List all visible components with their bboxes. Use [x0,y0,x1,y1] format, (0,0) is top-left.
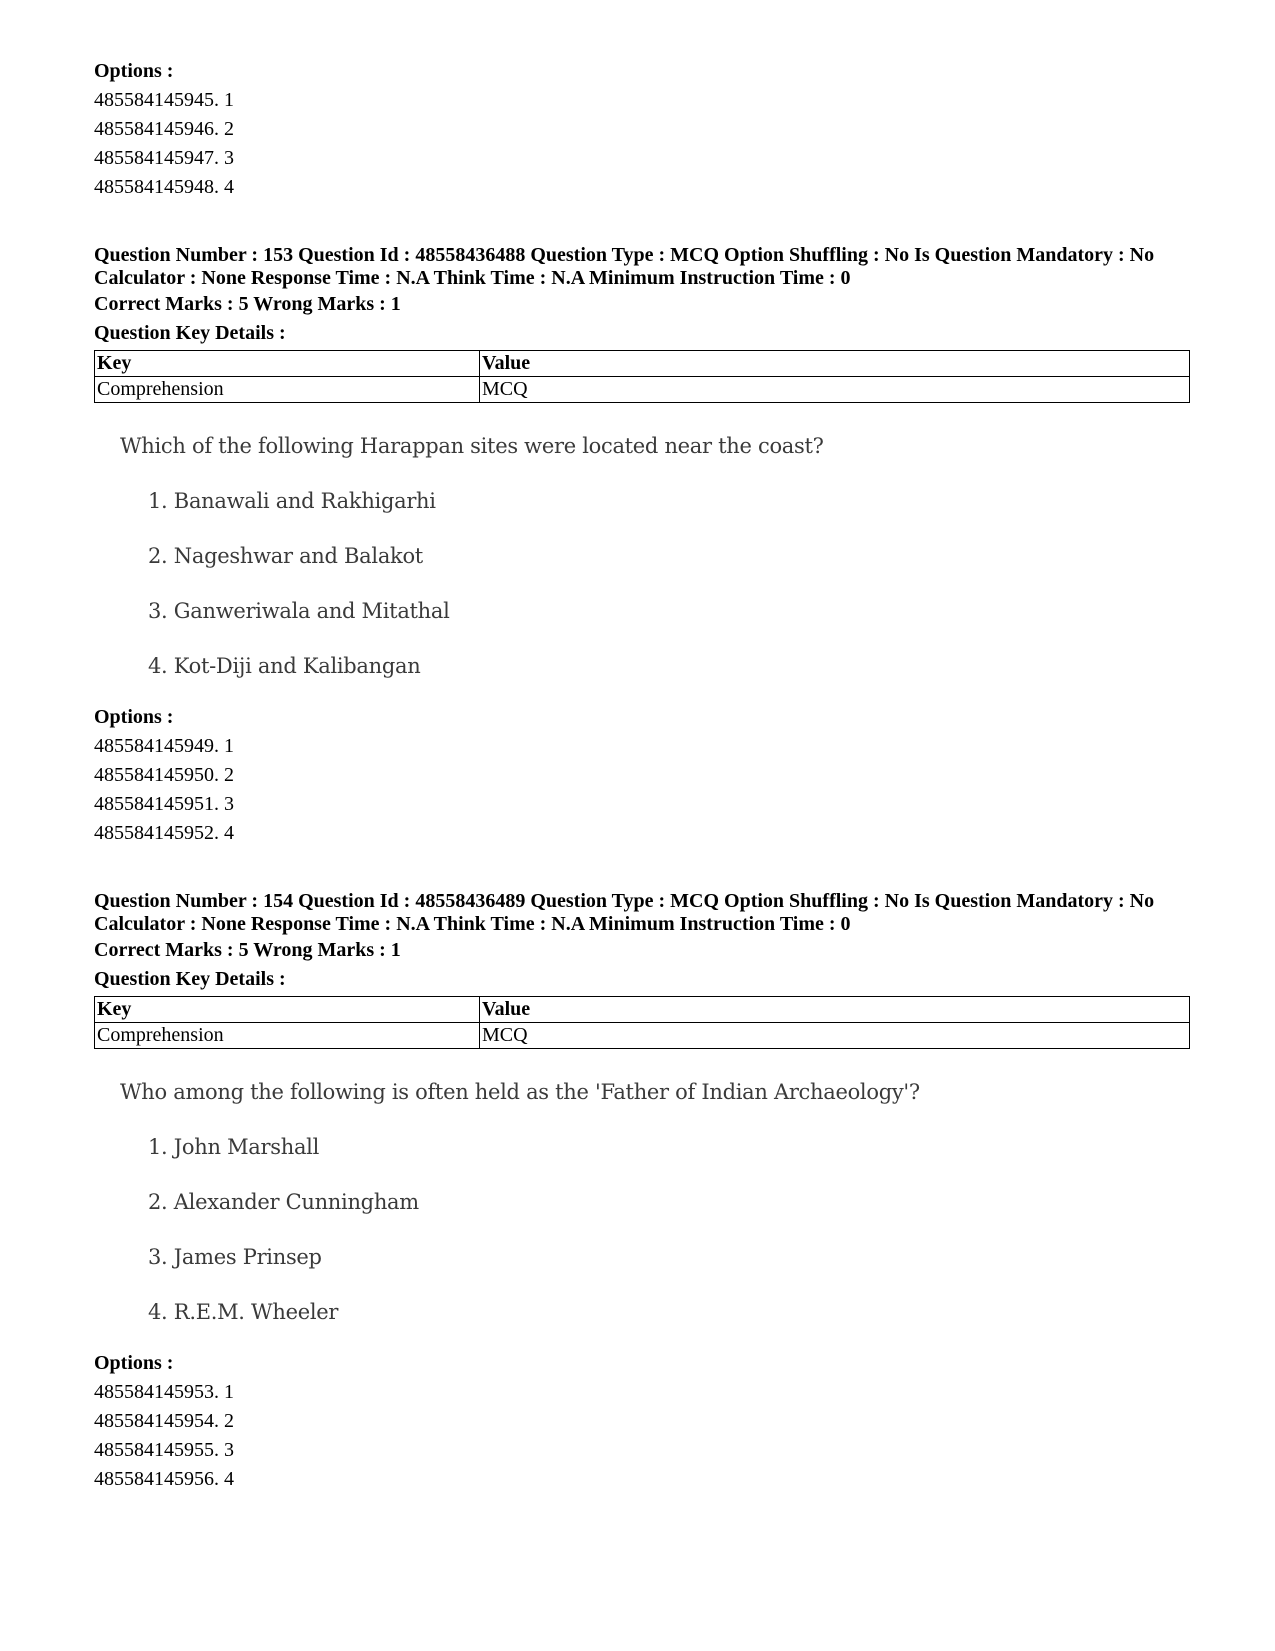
table-cell-value: MCQ [480,1023,1190,1049]
option-item: 485584145946. 2 [94,118,234,140]
option-item: 485584145952. 4 [94,822,234,844]
key-details-label: Question Key Details : [94,322,286,344]
question-meta: Question Number : 154 Question Id : 48558436489 Question Type : MCQ Option Shuffling : No Is Question Mandatory : No Calculator : None Response Time : N.A Think Time : N.A Minimum Instruction Time : 0 [94,890,1155,935]
options-title: Options : [94,1352,174,1374]
table-header-value: Value [480,351,1190,377]
option-item: 485584145947. 3 [94,147,234,169]
option-item: 485584145953. 1 [94,1381,234,1403]
question-image-text [120,433,1190,679]
table-header-key: Key [95,351,480,377]
question-choice: 3. James Prinsep [148,1245,322,1269]
question-stem: Which of the following Harappan sites were located near the coast? [120,434,824,458]
option-item: 485584145945. 1 [94,89,234,111]
question-stem: Who among the following is often held as the 'Father of Indian Archaeology'? [120,1080,920,1104]
document-page [94,57,1190,1494]
table-cell-key: Comprehension [95,377,480,403]
table-row [95,1023,1190,1049]
option-item: 485584145951. 3 [94,793,234,815]
table-cell-key: Comprehension [95,1023,480,1049]
key-details-label: Question Key Details : [94,968,286,990]
option-item: 485584145948. 4 [94,176,234,198]
key-details-table [94,350,1190,403]
option-item: 485584145956. 4 [94,1468,234,1490]
question-choice: 1. John Marshall [148,1135,320,1159]
question-image-text [120,1079,1190,1325]
question-choice: 1. Banawali and Rakhigarhi [148,489,436,513]
table-header-row [95,351,1190,377]
question-choice: 2. Nageshwar and Balakot [148,544,423,568]
key-details-table [94,996,1190,1049]
table-header-key: Key [95,997,480,1023]
option-item: 485584145950. 2 [94,764,234,786]
question-choice: 3. Ganweriwala and Mitathal [148,599,450,623]
question-meta: Question Number : 153 Question Id : 48558436488 Question Type : MCQ Option Shuffling : No Is Question Mandatory : No Calculator : None Response Time : N.A Think Time : N.A Minimum Instruction Time : 0 [94,244,1155,289]
option-item: 485584145955. 3 [94,1439,234,1461]
question-block-154 [94,890,1190,1494]
options-block-prev [94,57,1190,202]
options-title: Options : [94,706,174,728]
table-header-value: Value [480,997,1190,1023]
table-header-row [95,997,1190,1023]
question-choice: 4. Kot-Diji and Kalibangan [148,654,421,678]
question-choice: 4. R.E.M. Wheeler [148,1300,339,1324]
table-cell-value: MCQ [480,377,1190,403]
question-block-153 [94,244,1190,848]
question-choice: 2. Alexander Cunningham [148,1190,419,1214]
question-marks: Correct Marks : 5 Wrong Marks : 1 [94,939,401,961]
question-marks: Correct Marks : 5 Wrong Marks : 1 [94,293,401,315]
option-item: 485584145954. 2 [94,1410,234,1432]
table-row [95,377,1190,403]
option-item: 485584145949. 1 [94,735,234,757]
options-title: Options : [94,60,174,82]
